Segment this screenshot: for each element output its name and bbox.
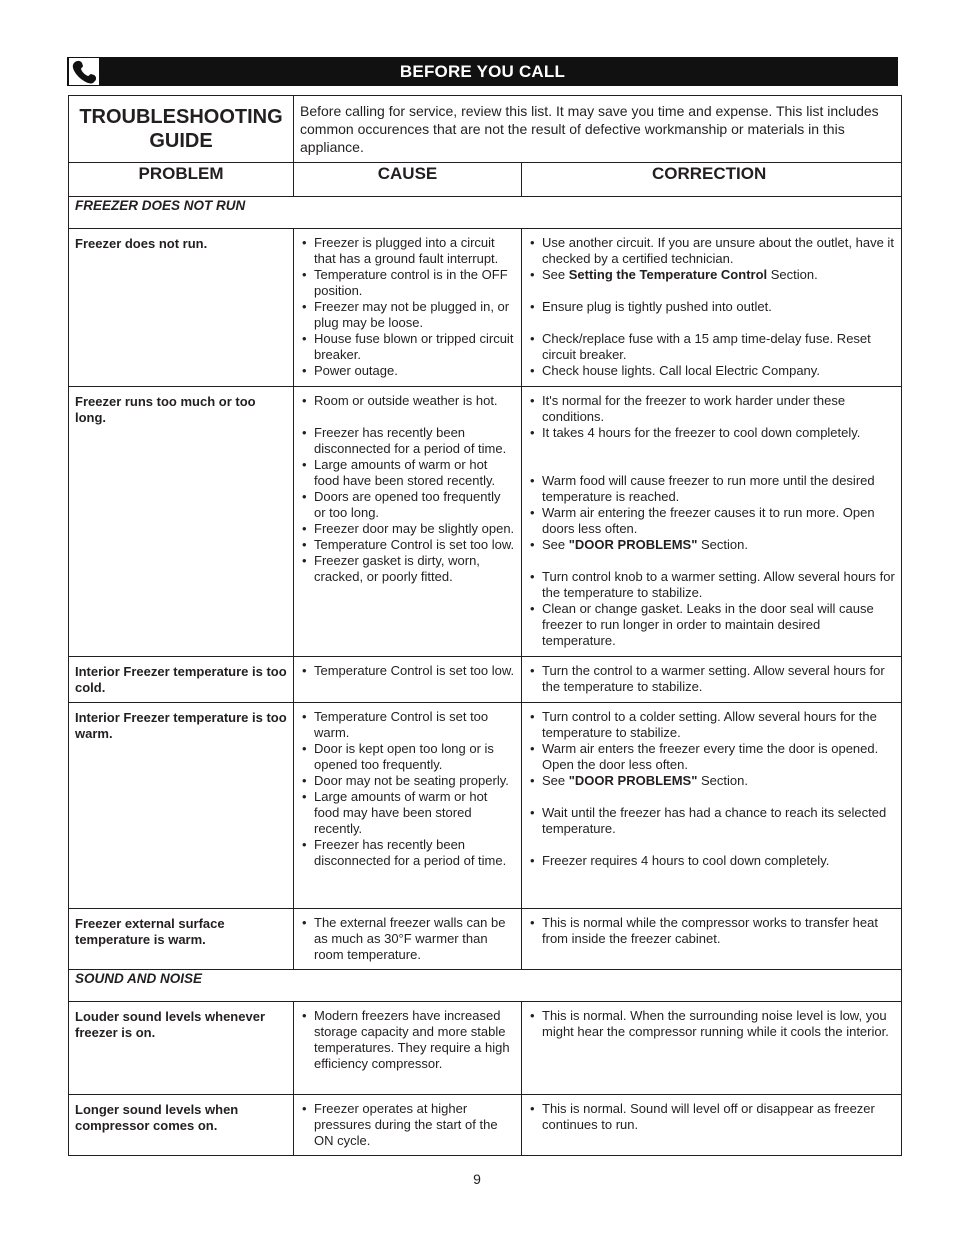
problem-cell: Freezer does not run.	[69, 229, 294, 387]
list-item: • Door may not be seating properly.	[300, 773, 515, 789]
cause-cell	[294, 909, 522, 970]
list-item: • Wait until the freezer has had a chance to reach its selected temperature.	[528, 805, 895, 837]
list-item	[528, 537, 895, 553]
list-item: • Use another circuit. If you are unsure about the outlet, have it checked by a certified technician.	[528, 235, 895, 267]
table-row	[69, 657, 902, 703]
guide-intro: Before calling for service, review this list. It may save you time and expense. This list includes common occurences that are not the result of defective workmanship or materials in this appliance.	[294, 96, 902, 163]
correction-cell	[522, 229, 902, 387]
list-item: • Turn control to a colder setting. Allow several hours for the temperature to stabilize.	[528, 709, 895, 741]
list-item: • Power outage.	[300, 363, 515, 379]
problem-cell: Interior Freezer temperature is too cold.	[69, 657, 294, 703]
list-item: • Turn control knob to a warmer setting. Allow several hours for the temperature to stabilize.	[528, 569, 895, 601]
list-item: • Warm food will cause freezer to run more until the desired temperature is reached.	[528, 473, 895, 505]
list-item: • Freezer gasket is dirty, worn, cracked, or poorly fitted.	[300, 553, 515, 585]
table-row	[69, 1095, 902, 1156]
table-row	[69, 909, 902, 970]
correction-cell	[522, 387, 902, 657]
list-item: • Doors are opened too frequently or too long.	[300, 489, 515, 521]
bold-reference: "DOOR PROBLEMS"	[568, 537, 698, 552]
list-item: • Temperature control is in the OFF position.	[300, 267, 515, 299]
list-item: • Check house lights. Call local Electric Company.	[528, 363, 895, 379]
table-row	[69, 229, 902, 387]
list-item: • Clean or change gasket. Leaks in the door seal will cause freezer to run longer in order to maintain desired temperature.	[528, 601, 895, 649]
list-item: • Warm air enters the freezer every time the door is opened. Open the door less often.	[528, 741, 895, 773]
list-item: • Freezer operates at higher pressures during the start of the ON cycle.	[300, 1101, 515, 1149]
list-item: • Check/replace fuse with a 15 amp time-delay fuse. Reset circuit breaker.	[528, 331, 895, 363]
cause-cell	[294, 387, 522, 657]
list-item: • This is normal. Sound will level off or disappear as freezer continues to run.	[528, 1101, 895, 1133]
cause-cell	[294, 1002, 522, 1095]
cause-cell	[294, 229, 522, 387]
problem-cell: Interior Freezer temperature is too warm.	[69, 703, 294, 909]
list-item-text: Section.	[697, 537, 748, 552]
list-item: • Door is kept open too long or is opened too frequently.	[300, 741, 515, 773]
list-item: • Freezer is plugged into a circuit that has a ground fault interrupt.	[300, 235, 515, 267]
list-item: • It's normal for the freezer to work harder under these conditions.	[528, 393, 895, 425]
banner-title: BEFORE YOU CALL	[399, 62, 566, 81]
list-item: • Freezer may not be plugged in, or plug may be loose.	[300, 299, 515, 331]
page-number: 9	[473, 1171, 481, 1187]
list-item: • Freezer requires 4 hours to cool down completely.	[528, 853, 895, 869]
table-row	[69, 703, 902, 909]
list-item: • Temperature Control is set too warm.	[300, 709, 515, 741]
correction-cell	[522, 1095, 902, 1156]
list-item: • Freezer door may be slightly open.	[300, 521, 515, 537]
cause-cell	[294, 1095, 522, 1156]
guide-title: TROUBLESHOOTING GUIDE	[69, 96, 294, 163]
list-item: • This is normal while the compressor works to transfer heat from inside the freezer cabinet.	[528, 915, 895, 947]
section-title: FREEZER DOES NOT RUN	[69, 197, 902, 229]
list-item: • Room or outside weather is hot.	[300, 393, 515, 409]
list-item-text: See	[542, 267, 569, 282]
before-you-call-banner	[67, 57, 898, 86]
list-item	[528, 773, 895, 789]
list-item: • Turn the control to a warmer setting. Allow several hours for the temperature to stabilize.	[528, 663, 895, 695]
list-item: • Temperature Control is set too low.	[300, 537, 515, 553]
list-item: • Ensure plug is tightly pushed into outlet.	[528, 299, 895, 315]
bold-reference: "DOOR PROBLEMS"	[568, 773, 698, 788]
list-item: • Freezer has recently been disconnected for a period of time.	[300, 425, 515, 457]
list-item-text: Section.	[697, 773, 748, 788]
cause-cell	[294, 657, 522, 703]
cause-cell	[294, 703, 522, 909]
problem-cell: Freezer external surface temperature is warm.	[69, 909, 294, 970]
column-header-correction: CORRECTION	[522, 163, 902, 197]
correction-cell	[522, 1002, 902, 1095]
column-header-problem: PROBLEM	[69, 163, 294, 197]
list-item: • Temperature Control is set too low.	[300, 663, 515, 679]
section-title: SOUND AND NOISE	[69, 970, 902, 1002]
problem-cell: Freezer runs too much or too long.	[69, 387, 294, 657]
list-item: • Modern freezers have increased storage capacity and more stable temperatures. They require a high efficiency compressor.	[300, 1008, 515, 1072]
list-item: • Warm air entering the freezer causes it to run more. Open doors less often.	[528, 505, 895, 537]
list-item: • This is normal. When the surrounding noise level is low, you might hear the compressor running while it cools the interior.	[528, 1008, 895, 1040]
list-item-text: See	[542, 773, 569, 788]
problem-cell: Louder sound levels whenever freezer is on.	[69, 1002, 294, 1095]
troubleshooting-table	[68, 95, 902, 1156]
list-item: • Large amounts of warm or hot food have been stored recently.	[300, 457, 515, 489]
table-row	[69, 387, 902, 657]
list-item: • Large amounts of warm or hot food may have been stored recently.	[300, 789, 515, 837]
list-item: • It takes 4 hours for the freezer to cool down completely.	[528, 425, 895, 441]
column-header-cause: CAUSE	[294, 163, 522, 197]
correction-cell	[522, 703, 902, 909]
list-item: • House fuse blown or tripped circuit breaker.	[300, 331, 515, 363]
correction-cell	[522, 909, 902, 970]
list-item: • The external freezer walls can be as much as 30°F warmer than room temperature.	[300, 915, 515, 963]
list-item: • Freezer has recently been disconnected for a period of time.	[300, 837, 515, 869]
list-item-text: Section.	[767, 267, 818, 282]
problem-cell: Longer sound levels when compressor comes on.	[69, 1095, 294, 1156]
list-item	[528, 267, 895, 283]
table-row	[69, 1002, 902, 1095]
bold-reference: Setting the Temperature Control	[568, 267, 768, 282]
list-item-text: See	[542, 537, 569, 552]
correction-cell	[522, 657, 902, 703]
